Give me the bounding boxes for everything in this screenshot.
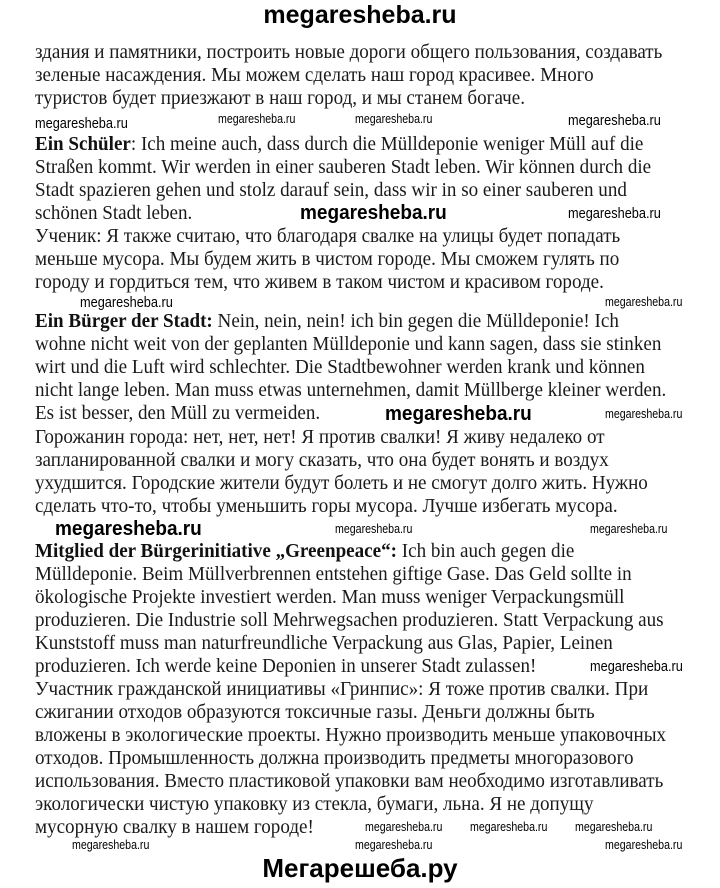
watermark: megaresheba.ru (80, 294, 173, 311)
watermark: megaresheba.ru (218, 112, 296, 126)
watermark: megaresheba.ru (55, 518, 202, 540)
line-text: сделать что-то, чтобы уменьшить горы мусора. Лучше избегать мусора. (35, 495, 618, 517)
line-text: Kunststoff muss man naturfreundliche Verpackung aus Glas, Papier, Leinen (35, 632, 613, 654)
line-text: запланированной свалки и могу сказать, что она будет вонять и воздух (35, 449, 609, 471)
line-text: nicht lange leben. Man muss etwas unternehmen, damit Müllberge kleiner werden. (35, 379, 667, 401)
speaker-label: Ein Schüler (35, 133, 131, 155)
line-text: ökologische Projekte investiert werden. Man muss weniger Verpackungsmüll (35, 586, 625, 608)
watermark: megaresheba.ru (590, 658, 683, 675)
text-line (35, 133, 658, 156)
text-line (35, 770, 664, 793)
text-line (35, 41, 663, 64)
line-text: Участник гражданской инициативы «Гринпис»: Я тоже против свалки. При (35, 678, 649, 700)
paragraph (35, 426, 705, 518)
text-line (35, 816, 658, 839)
site-footer-logo[interactable]: Мегарешеба.ру (262, 853, 458, 883)
watermark: megaresheba.ru (300, 202, 447, 224)
watermark: megaresheba.ru (35, 115, 128, 132)
line-text: городу и гордиться тем, что живем в таком чистом и красивом городе. (35, 271, 604, 293)
watermark: megaresheba.ru (335, 522, 413, 536)
text-line (35, 495, 658, 518)
text-line (35, 678, 658, 701)
line-text: отходов. Промышленность должна производить предметы многоразового (35, 747, 634, 769)
text-line (35, 793, 658, 816)
watermark: megaresheba.ru (568, 112, 661, 129)
line-text: Ученик: Я также считаю, что благодаря свалке на улицы будет попадать (35, 225, 621, 247)
line-text: вложены в экологические проекты. Нужно производить меньше упаковочных (35, 724, 667, 746)
watermark: megaresheba.ru (385, 403, 532, 425)
watermark: megaresheba.ru (605, 838, 683, 852)
text-line (35, 632, 658, 655)
text-line (35, 402, 658, 425)
site-header-logo[interactable]: megaresheba.ru (263, 1, 457, 29)
watermark: megaresheba.ru (365, 820, 443, 834)
watermark: megaresheba.ru (605, 295, 683, 309)
line-text: wohne nicht weit von der geplanten Mülldeponie und kann sagen, dass sie stinken (35, 333, 662, 355)
line-text: сжигании отходов образуются токсичные газы. Деньги должны быть (35, 701, 595, 723)
paragraph (35, 540, 705, 839)
line-text: Горожанин города: нет, нет, нет! Я против свалки! Я живу недалеко от (35, 426, 605, 448)
line-text: Straßen kommt. Wir werden in einer sauberen Stadt leben. Wir können durch die (35, 156, 652, 178)
line-text: produzieren. Ich werde keine Deponien in unserer Stadt zulassen! (35, 655, 537, 677)
text-line (35, 747, 658, 770)
text-line (35, 356, 658, 379)
text-line (35, 426, 658, 449)
text-line (35, 724, 667, 747)
text-line (35, 156, 658, 179)
line-text: schönen Stadt leben. (35, 202, 193, 224)
text-line (35, 701, 658, 724)
text-line (35, 179, 658, 202)
line-text: зеленые насаждения. Мы можем сделать наш город красивее. Много (35, 64, 594, 86)
text-line (35, 87, 658, 110)
text-line (35, 472, 658, 495)
text-line (35, 449, 658, 472)
watermark: megaresheba.ru (355, 112, 433, 126)
text-line (35, 586, 658, 609)
line-text: использования. Вместо пластиковой упаковки вам необходимо изготавливать (35, 770, 664, 792)
line-text: здания и памятники, построить новые дороги общего пользования, создавать (35, 41, 663, 63)
text-line (35, 563, 658, 586)
text-line (35, 64, 658, 87)
line-text: ухудшится. Городские жители будут болеть и не смогут долго жить. Нужно (35, 472, 648, 494)
line-text: wirt und die Luft wird schlechter. Die Stadtbewohner werden krank und können (35, 356, 645, 378)
text-line (35, 379, 667, 402)
line-text: Stadt spazieren gehen und stolz darauf sein, dass wir in so einer sauberen und (35, 179, 627, 201)
text-line (35, 271, 658, 294)
watermark: megaresheba.ru (72, 838, 150, 852)
line-text: Ich bin auch gegen die (396, 540, 575, 562)
speaker-label: Ein Bürger der Stadt: (35, 310, 213, 332)
text-line (35, 609, 664, 632)
paragraph (35, 41, 705, 110)
document-body (35, 41, 705, 839)
watermark: megaresheba.ru (355, 838, 433, 852)
watermark: megaresheba.ru (568, 205, 661, 222)
line-text: туристов будет приезжают в наш город, и мы станем богаче. (35, 87, 525, 109)
line-text: : Ich meine auch, dass durch die Mülldeponie weniger Müll auf die (130, 133, 644, 155)
line-text: Es ist besser, den Müll zu vermeiden. (35, 402, 321, 424)
watermark: megaresheba.ru (590, 522, 668, 536)
speaker-label: Mitglied der Bürgerinitiative „Greenpeace“: (35, 540, 397, 562)
line-text: мусорную свалку в нашем городе! (35, 816, 314, 838)
text-line (35, 225, 658, 248)
text-line (35, 310, 658, 333)
text-line (35, 248, 658, 271)
text-line (35, 540, 658, 563)
line-text: Mülldeponie. Beim Müllverbrennen entstehen giftige Gase. Das Geld sollte in (35, 563, 632, 585)
watermark: megaresheba.ru (470, 820, 548, 834)
line-text: экологически чистую упаковку из стекла, бумаги, льна. Я не допущу (35, 793, 594, 815)
text-line (35, 333, 662, 356)
line-text: produzieren. Die Industrie soll Mehrwegsachen produzieren. Statt Verpackung aus (35, 609, 664, 631)
watermark: megaresheba.ru (575, 820, 653, 834)
watermark: megaresheba.ru (605, 407, 683, 421)
line-text: меньше мусора. Мы будем жить в чистом городе. Мы сможем гулять по (35, 248, 620, 270)
line-text: Nein, nein, nein! ich bin gegen die Mülldeponie! Ich (212, 310, 619, 332)
text-line (35, 655, 658, 678)
